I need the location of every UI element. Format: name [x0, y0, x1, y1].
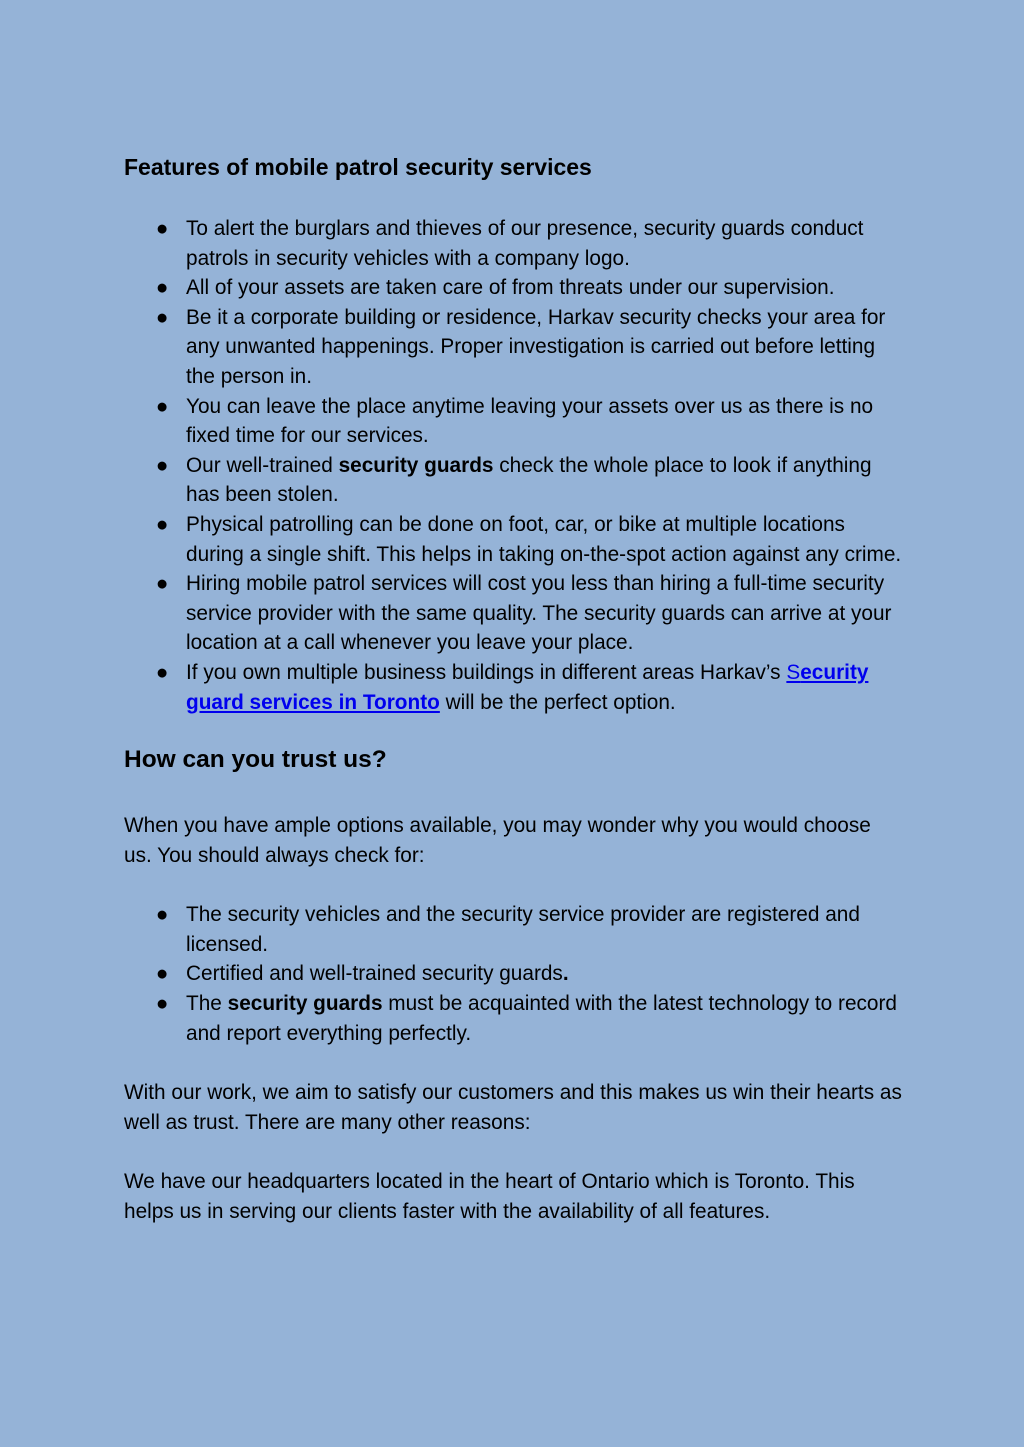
- intro-paragraph: When you have ample options available, you may wonder why you would choose us. You should always check for:: [124, 814, 871, 867]
- list-item-text: You can leave the place anytime leaving your assets over us as there is no fixed time for our services.: [186, 394, 874, 448]
- list-item-text: If you own multiple business buildings in different areas Harkav’s: [186, 660, 787, 684]
- bold-text: security guards: [227, 992, 383, 1016]
- list-item-text: The security vehicles and the security service provider are registered and licensed.: [186, 903, 860, 956]
- list-item-text: check the whole place to look if anything has been stolen.: [186, 453, 872, 507]
- document-content: [124, 151, 904, 1227]
- list-item-text: must be acquainted with the latest technology to record and report everything perfectly.: [186, 992, 897, 1045]
- checks-list: [124, 900, 904, 1048]
- list-item: [124, 214, 904, 273]
- list-item: [124, 451, 904, 510]
- trust-heading: How can you trust us?: [124, 746, 387, 774]
- link-text-rest: ecurity guard services in Toronto: [186, 660, 869, 714]
- bullet-icon: ●: [155, 992, 169, 1016]
- list-item: [124, 303, 904, 392]
- list-item-text: will be the perfect option.: [439, 690, 676, 714]
- list-item: [124, 658, 904, 717]
- bullet-icon: ●: [155, 394, 169, 418]
- list-item: [124, 273, 904, 303]
- bullet-icon: ●: [155, 276, 169, 300]
- bold-text: .: [562, 962, 569, 986]
- list-item-text: Hiring mobile patrol services will cost you less than hiring a full-time security service provider with the same quality. The security guards can arrive at your location at a call whenever you leave your place.: [186, 572, 892, 655]
- list-item: [124, 989, 904, 1048]
- bullet-icon: ●: [155, 903, 169, 927]
- list-item-text: All of your assets are taken care of from threats under our supervision.: [186, 276, 835, 300]
- bullet-icon: ●: [155, 660, 169, 684]
- list-item-text: Our well-trained: [186, 453, 339, 477]
- bullet-icon: ●: [155, 453, 169, 477]
- list-item-text: Physical patrolling can be done on foot, car, or bike at multiple locations during a single shift. This helps in taking on-the-spot action against any crime.: [186, 512, 902, 566]
- list-item: [124, 959, 904, 989]
- list-item-text: To alert the burglars and thieves of our presence, security guards conduct patrols in security vehicles with a company logo.: [186, 217, 864, 270]
- features-heading: Features of mobile patrol security services: [124, 154, 592, 180]
- list-item: [124, 392, 904, 451]
- bullet-icon: ●: [155, 512, 169, 536]
- work-paragraph: With our work, we aim to satisfy our customers and this makes us win their hearts as well as trust. There are many other reasons:: [124, 1081, 902, 1134]
- bullet-icon: ●: [155, 962, 169, 986]
- bullet-icon: ●: [155, 572, 169, 596]
- list-item: [124, 900, 904, 959]
- list-item-text: The: [186, 992, 228, 1016]
- link-text-first: S: [786, 660, 801, 684]
- bullet-icon: ●: [155, 217, 169, 240]
- bullet-icon: ●: [155, 305, 169, 329]
- list-item: [124, 510, 904, 569]
- list-item-text: Certified and well-trained security guards: [186, 962, 563, 986]
- headquarters-paragraph: We have our headquarters located in the heart of Ontario which is Toronto. This helps us in serving our clients faster with the availability of all features.: [124, 1170, 855, 1224]
- list-item-text: Be it a corporate building or residence, Harkav security checks your area for any unwanted happenings. Proper investigation is carried out before letting the person in.: [186, 305, 886, 388]
- list-item: [124, 569, 904, 658]
- bold-text: security guards: [338, 453, 494, 477]
- features-list: [124, 214, 904, 717]
